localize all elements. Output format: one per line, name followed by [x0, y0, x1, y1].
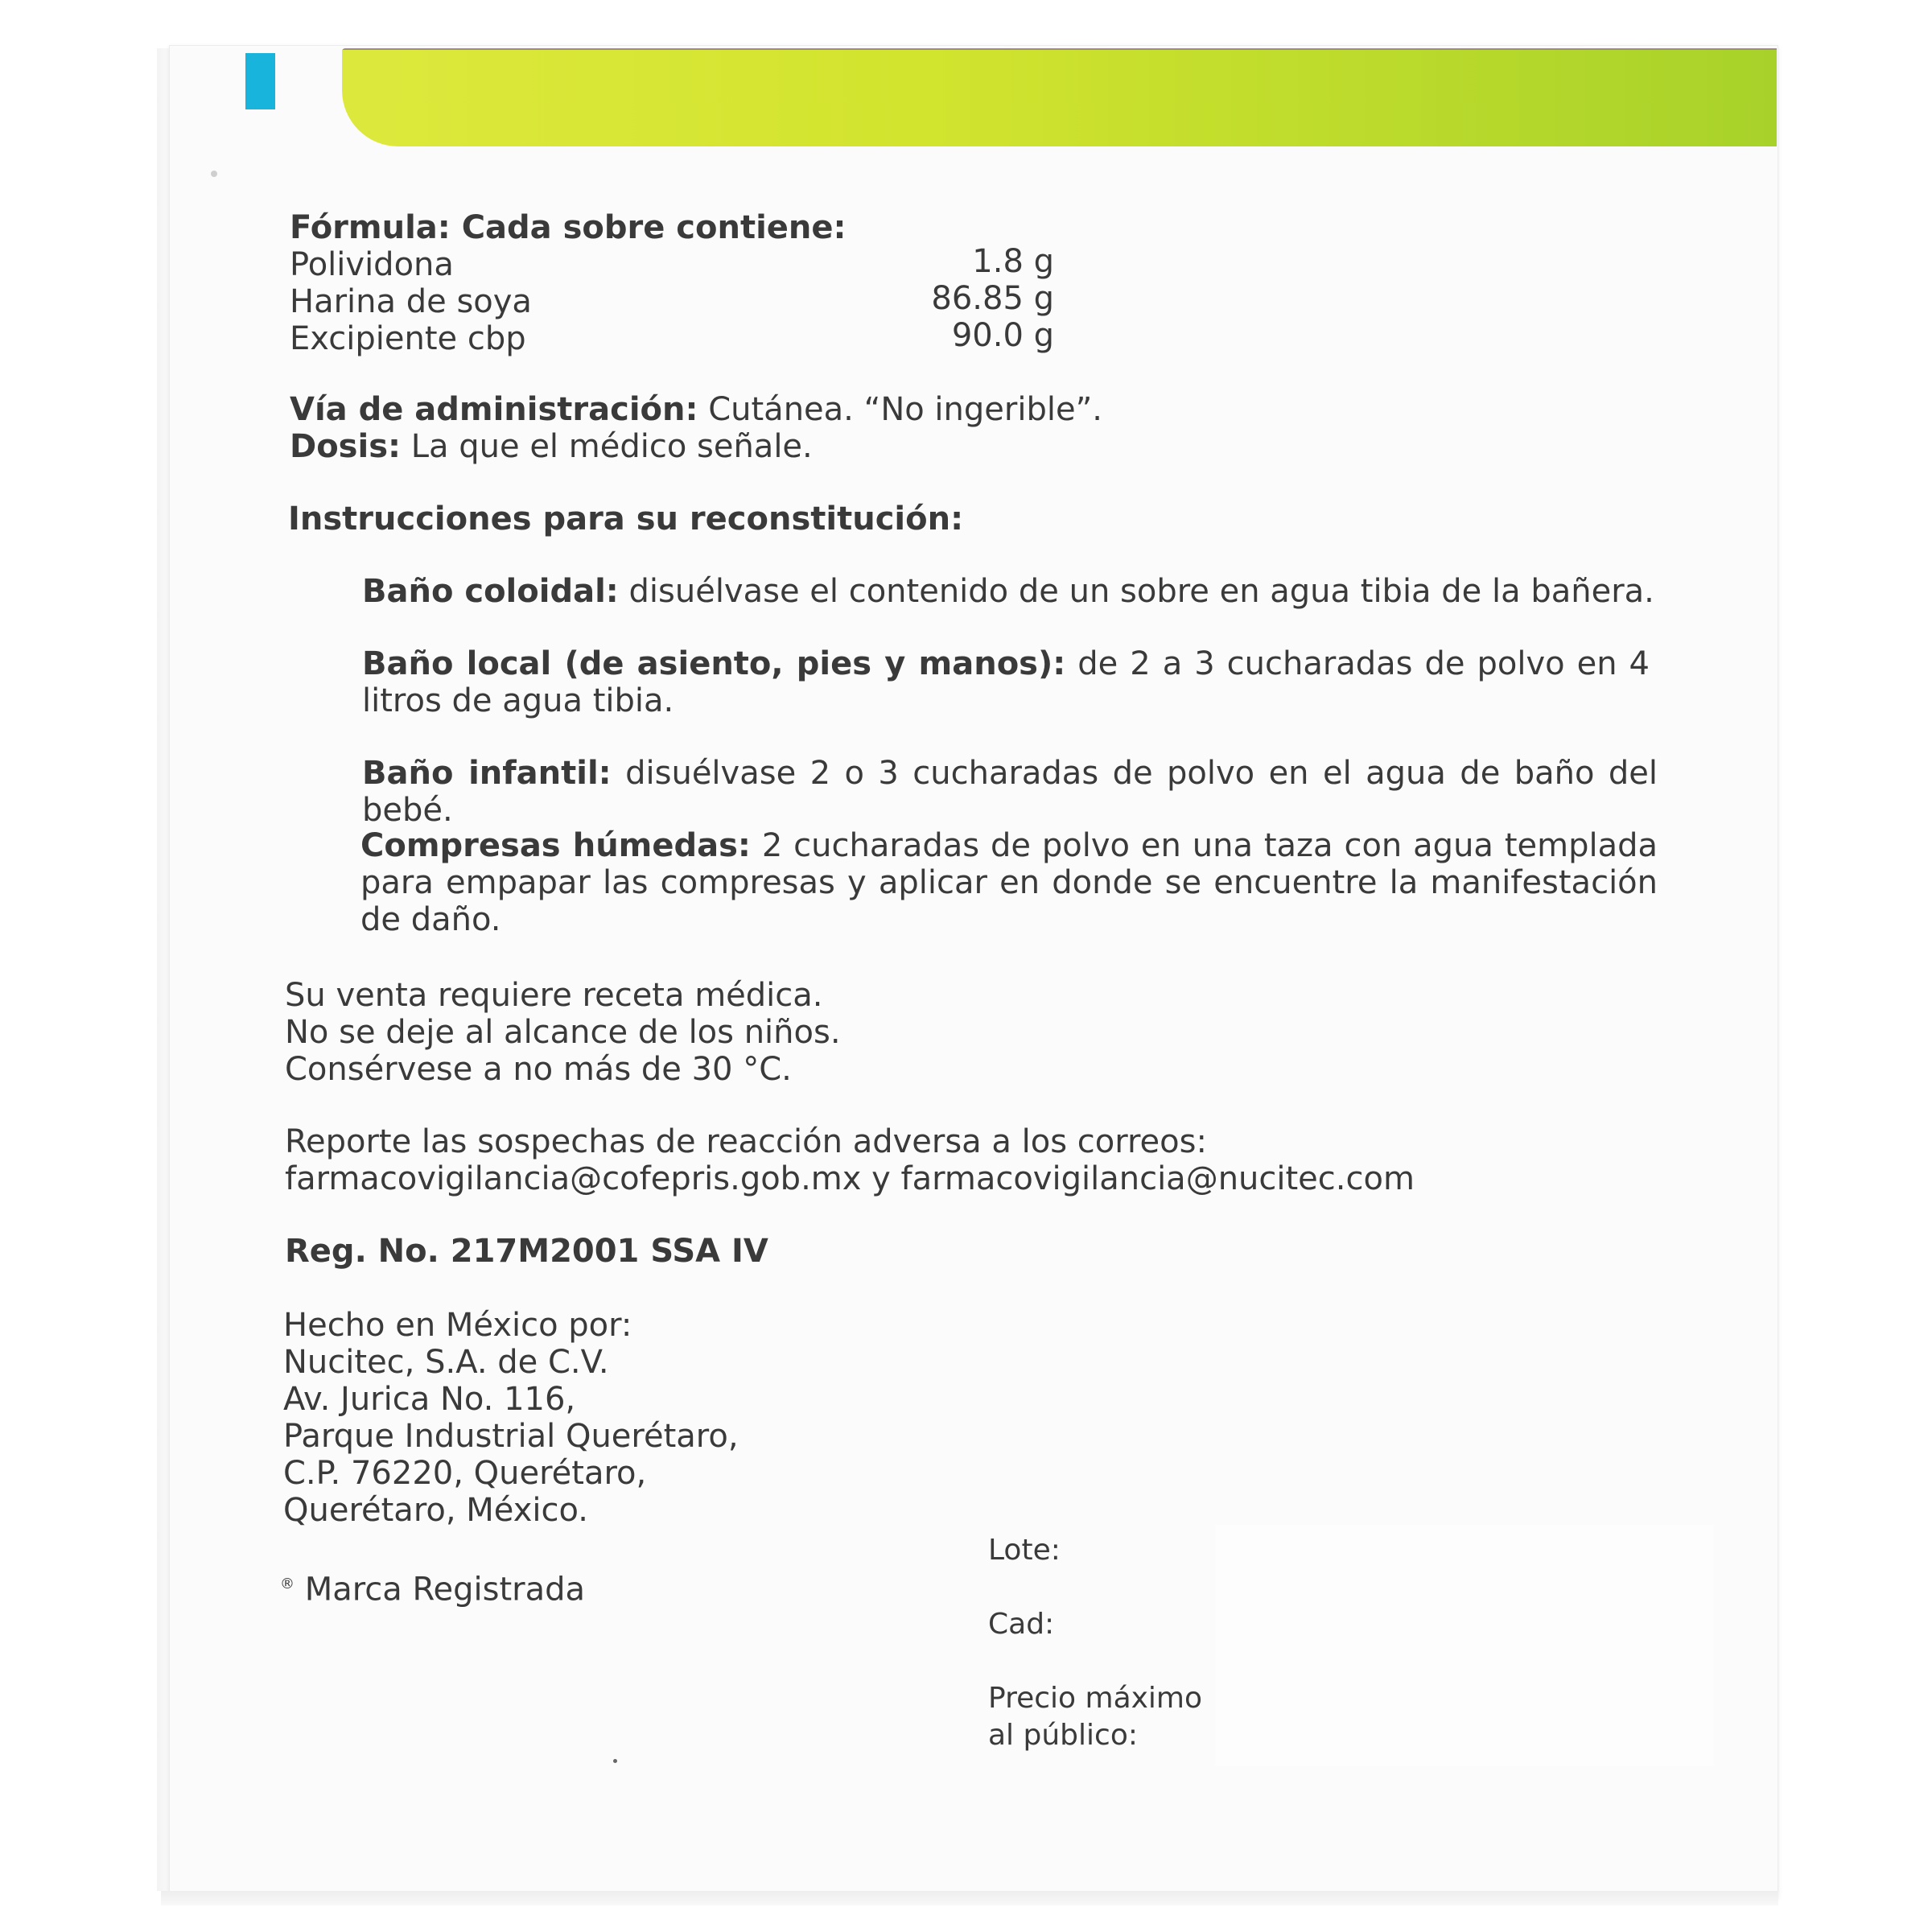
lot-label: Lote: — [988, 1534, 1061, 1567]
formula-item-name: Polividona — [290, 246, 454, 283]
report-emails: farmacovigilancia@cofepris.gob.mx y farmacovigilancia@nucitec.com — [285, 1160, 1415, 1197]
box-bottom-edge — [161, 1891, 1778, 1905]
formula-item-name: Excipiente cbp — [290, 320, 526, 357]
instruction-wet-compresses — [360, 827, 1658, 938]
administration-route — [290, 391, 1102, 428]
instruction-text: disuélvase 2 o 3 cucharadas de polvo en el agua de baño del bebé. — [362, 755, 1658, 829]
instruction-infant-bath — [362, 755, 1658, 829]
instruction-colloidal-bath — [362, 573, 1658, 610]
instruction-label: Baño coloidal: — [362, 573, 619, 610]
manufacturer-line: Nucitec, S.A. de C.V. — [283, 1344, 609, 1381]
formula-heading: Fórmula: Cada sobre contiene: — [290, 209, 847, 246]
instruction-label: Baño infantil: — [362, 755, 612, 792]
manufacturer-line: Parque Industrial Querétaro, — [283, 1418, 739, 1455]
registration-number: Reg. No. 217M2001 SSA IV — [285, 1233, 768, 1270]
manufacturer-line: Querétaro, México. — [283, 1492, 588, 1529]
instruction-label: Baño local (de asiento, pies y manos): — [362, 645, 1066, 682]
print-dot — [211, 171, 217, 177]
box-side-edge — [157, 48, 170, 1891]
manufacturer-line: Hecho en México por: — [283, 1307, 632, 1344]
cyan-color-mark — [245, 53, 275, 109]
instruction-label: Compresas húmedas: — [360, 827, 751, 864]
print-area-blank — [1215, 1525, 1714, 1766]
price-label-line2: al público: — [988, 1719, 1138, 1752]
trademark-note — [280, 1566, 585, 1608]
warning-line: No se deje al alcance de los niños. — [285, 1014, 841, 1051]
trademark-text: Marca Registrada — [304, 1571, 586, 1609]
report-line: Reporte las sospechas de reacción adversa a los correos: — [285, 1123, 1207, 1160]
expiry-label: Cad: — [988, 1608, 1055, 1641]
warning-line: Su venta requiere receta médica. — [285, 977, 823, 1014]
instructions-heading: Instrucciones para su reconstitución: — [288, 501, 964, 538]
price-label-line1: Precio máximo — [988, 1682, 1203, 1715]
administration-value: Cutánea. “No ingerible”. — [708, 391, 1103, 428]
dose-label: Dosis: — [290, 428, 402, 465]
manufacturer-line: C.P. 76220, Querétaro, — [283, 1455, 647, 1492]
green-header-band — [342, 50, 1777, 146]
formula-item-name: Harina de soya — [290, 283, 532, 320]
formula-item-amount: 90.0 g — [951, 317, 1054, 354]
dose — [290, 428, 813, 465]
instruction-text: 2 cucharadas de polvo en una taza con agua templada para empapar las compresas y aplicar en donde se encuentre la manifestación de daño. — [360, 827, 1658, 938]
administration-label: Vía de administración: — [290, 391, 698, 428]
formula-item-amount: 86.85 g — [931, 280, 1054, 317]
instruction-text: disuélvase el contenido de un sobre en agua tibia de la bañera. — [628, 573, 1654, 610]
registered-symbol: ® — [280, 1576, 295, 1592]
print-dot — [613, 1759, 617, 1763]
instruction-text: de 2 a 3 cucharadas de polvo en 4 litros de agua tibia. — [362, 645, 1650, 719]
warning-line: Consérvese a no más de 30 °C. — [285, 1051, 792, 1088]
formula-item-amount: 1.8 g — [972, 243, 1054, 280]
manufacturer-line: Av. Jurica No. 116, — [283, 1381, 576, 1418]
dose-value: La que el médico señale. — [410, 428, 813, 465]
instruction-local-bath — [362, 645, 1650, 719]
